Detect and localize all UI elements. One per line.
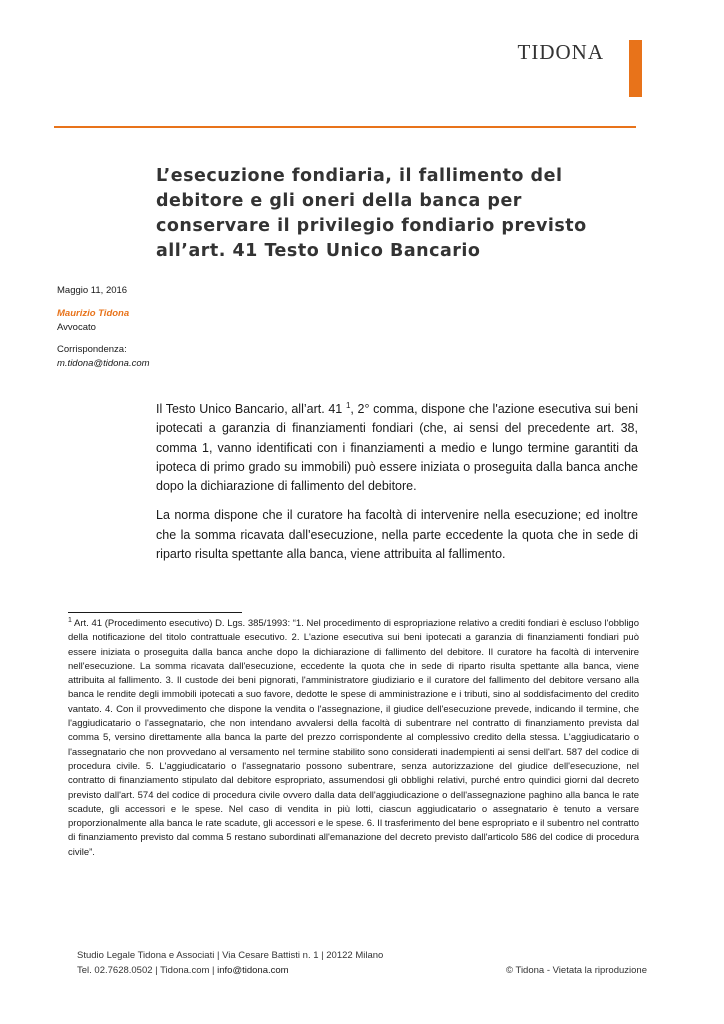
footer-copyright: © Tidona - Vietata la riproduzione — [506, 965, 647, 976]
footnote-number: 1 — [68, 616, 72, 624]
footnote — [68, 617, 639, 860]
brand-logo-text: TIDONA — [517, 40, 604, 64]
paragraph-1-start: Il Testo Unico Bancario, all’art. 41 — [156, 402, 346, 416]
correspondence-block — [57, 343, 257, 371]
correspondence-email-link[interactable]: m.tidona@tidona.com — [57, 358, 150, 369]
footer-phone-site: Tel. 02.7628.0502 | Tidona.com | — [77, 965, 218, 976]
article-title: L’esecuzione fondiaria, il fallimento del debitore e gli oneri della banca per conservare il privilegio fondiario previsto all’art. 41 Testo Unico Bancario — [156, 166, 587, 261]
footnote-reference[interactable]: 1 — [345, 400, 351, 410]
correspondence-label: Corrispondenza: — [57, 344, 127, 355]
brand-accent-bar — [629, 40, 642, 97]
article-body — [156, 400, 638, 574]
body-paragraph-1 — [156, 400, 638, 496]
footer-address: Studio Legale Tidona e Associati | Via Cesare Battisti n. 1 | 20122 Milano — [77, 950, 384, 961]
footer-email-link[interactable]: info@tidona.com — [217, 965, 289, 976]
paragraph-1-end: , 2° comma, dispone che l'azione esecutiva sui beni ipotecati a garanzia di finanziamenti fondiari (che, ai sensi del precedente art. 38, comma 1, vanno identificati con i finanziamenti a medio e lungo termine garantiti da ipoteca di primo grado su immobili) può essere iniziata o proseguita dalla banca anche dopo la dichiarazione di fallimento del debitore. — [156, 402, 638, 494]
footnote-text: Art. 41 (Procedimento esecutivo) D. Lgs. 385/1993: “1. Nel procedimento di espropriazione relativo a crediti fondiari è escluso l'obbligo della notificazione del titolo contrattuale esecutivo. 2. L'azione esecutiva sui beni ipotecati a garanzia di finanziamenti fondiari può essere iniziata o proseguita dalla banca anche dopo la dichiarazione di fallimento del debitore. Il curatore ha facoltà di intervenire nell'esecuzione. La somma ricavata dall'esecuzione, eccedente la quota che in sede di riparto risulta spettante alla banca, viene attribuita al fallimento. 3. Il custode dei beni pignorati, l'amministratore giudiziario e il curatore del fallimento del debitore versano alla banca le rendite degli immobili ipotecati a suo favore, dedotte le spese di amministrazione e i tributi, sino al soddisfacimento del credito vantato. 4. Con il provvedimento che dispone la vendita o l'assegnazione, il giudice dell'esecuzione prevede, indicando il termine, che l'aggiudicatario o l'assegnatario, che non intendano avvalersi della facoltà di subentrare nel contratto di finanziamento prevista dal comma 5, versino direttamente alla banca la parte del prezzo corrispondente al complessivo credito della stessa. L'aggiudicatario o l'assegnatario che non provvedano al versamento nel termine stabilito sono considerati inadempienti ai sensi dell'art. 587 del codice di procedura civile. 5. L'aggiudicatario o l'assegnatario possono subentrare, senza autorizzazione del giudice dell'esecuzione, nel contratto di finanziamento stipulato dal debitore espropriato, assumendosi gli obblighi relativi, purché entro quindici giorni dal decreto previsto dall'art. 574 del codice di procedura civile ovvero dalla data dell'aggiudicazione o dell'assegnazione paghino alla banca le rate scadute, gli accessori e le spese. Nel caso di vendita in più lotti, ciascun aggiudicatario o assegnatario è tenuto a versare proporzionalmente alla banca le rate scadute, gli accessori e le spese. 6. Il trasferimento del bene espropriato e il subentro nel contratto di finanziamento previsto dal comma 5 restano subordinati all'emanazione del decreto previsto dall'articolo 586 del codice di procedura civile”. — [68, 618, 639, 858]
footer-phone-line — [77, 963, 477, 978]
author-name: Maurizio Tidona — [57, 308, 130, 319]
header-divider — [54, 126, 636, 128]
footer-contact — [77, 948, 477, 978]
body-paragraph-2: La norma dispone che il curatore ha facoltà di intervenire nella esecuzione; ed inoltre che la somma ricavata dall'esecuzione, nella parte eccedente la quota che in sede di riparto risulta spettante alla banca, viene attribuita al fallimento. — [156, 508, 638, 562]
author-block — [57, 307, 257, 335]
author-role: Avvocato — [57, 322, 96, 333]
article-date: Maggio 11, 2016 — [57, 285, 128, 296]
footnote-divider — [68, 612, 242, 613]
